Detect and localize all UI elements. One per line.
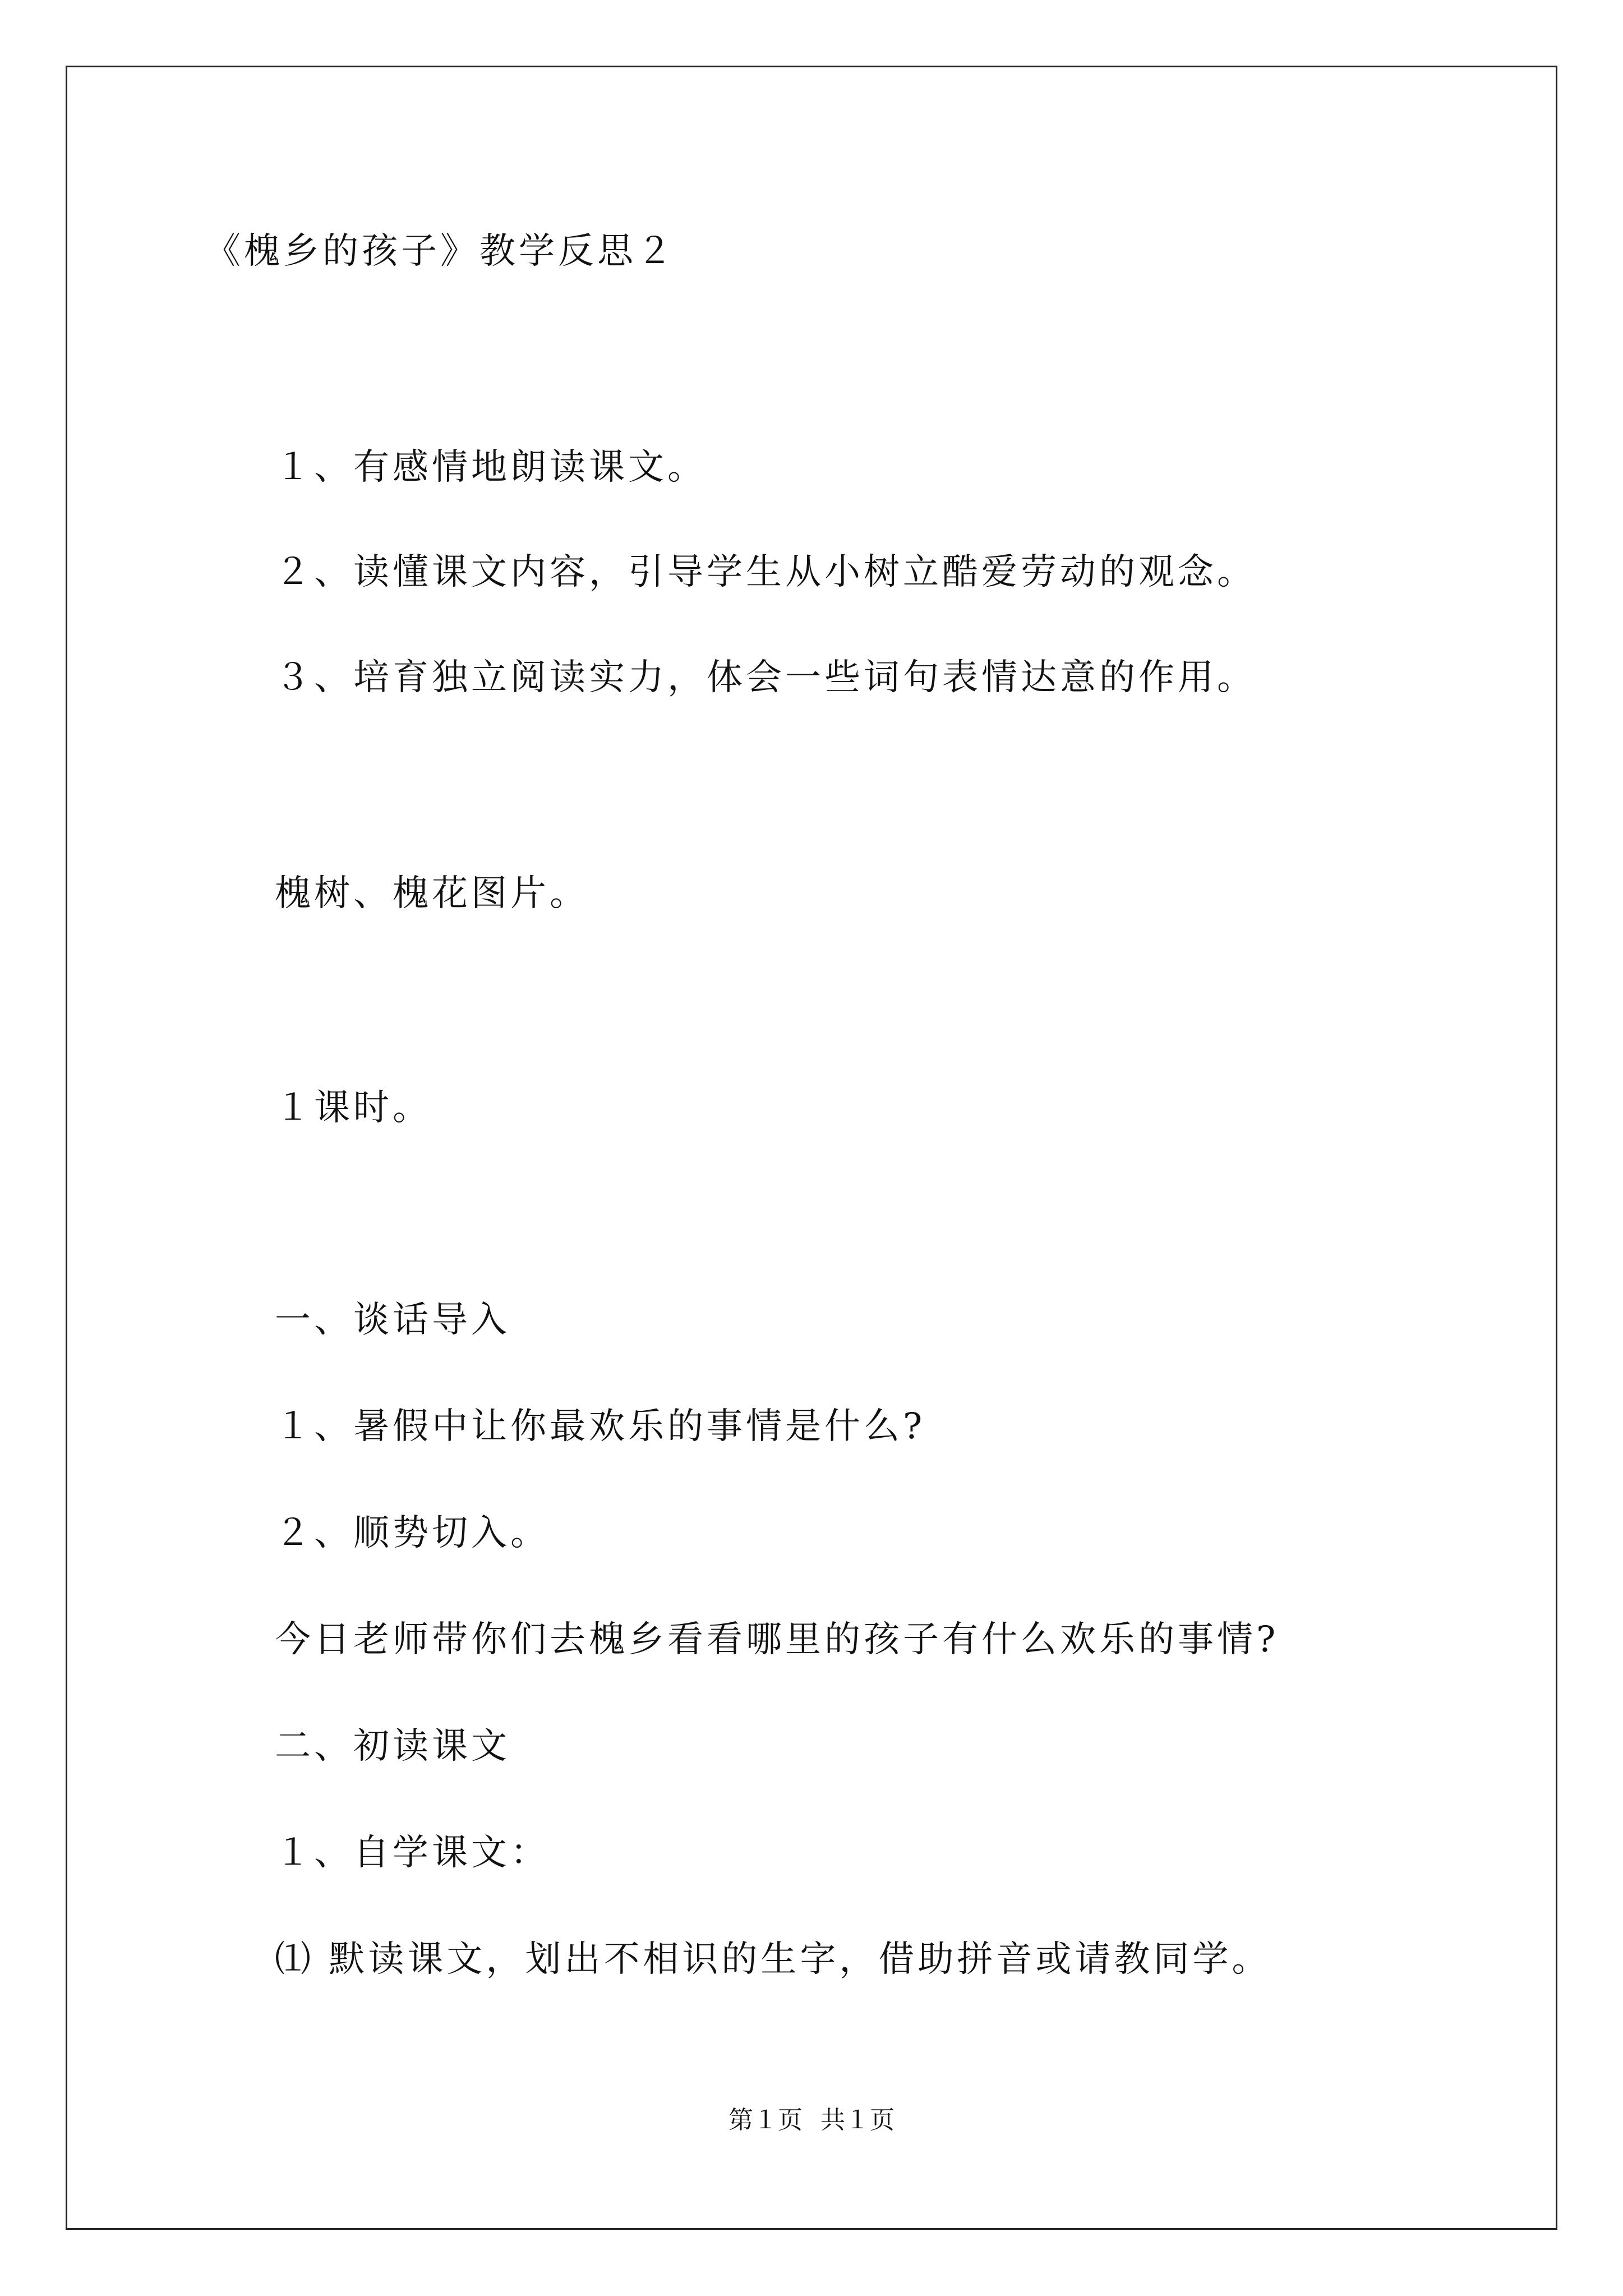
- objective-2: ２、读懂课文内容，引导学生从小树立酷爱劳动的观念。: [275, 551, 1256, 593]
- section1-item-2: ２、顺势切入。: [275, 1512, 550, 1554]
- section1-item-3: 今日老师带你们去槐乡看看哪里的孩子有什么欢乐的事情?: [275, 1619, 1279, 1660]
- page-footer: [0, 2105, 1623, 2136]
- objective-3: ３、培育独立阅读实力，体会一些词句表情达意的作用。: [275, 657, 1256, 698]
- section2-item-1: １、自学课文：: [275, 1832, 550, 1874]
- section1-heading: 一、谈话导入: [275, 1299, 510, 1341]
- section2-heading: 二、初读课文: [275, 1726, 510, 1767]
- objective-1: １、有感情地朗读课文。: [275, 447, 707, 488]
- duration: １课时。: [275, 1087, 432, 1129]
- document-title: 《槐乡的孩子》教学反思２: [205, 231, 676, 272]
- page-number: 第１页: [728, 2106, 803, 2134]
- section2-item-2: ⑴ 默读课文，划出不相识的生字，借助拼音或请教同学。: [275, 1939, 1271, 1980]
- page-frame: [66, 66, 1557, 2230]
- materials: 槐树、槐花图片。: [275, 873, 589, 914]
- section1-item-1: １、暑假中让你最欢乐的事情是什么?: [275, 1406, 926, 1447]
- page-total: 共１页: [820, 2106, 895, 2134]
